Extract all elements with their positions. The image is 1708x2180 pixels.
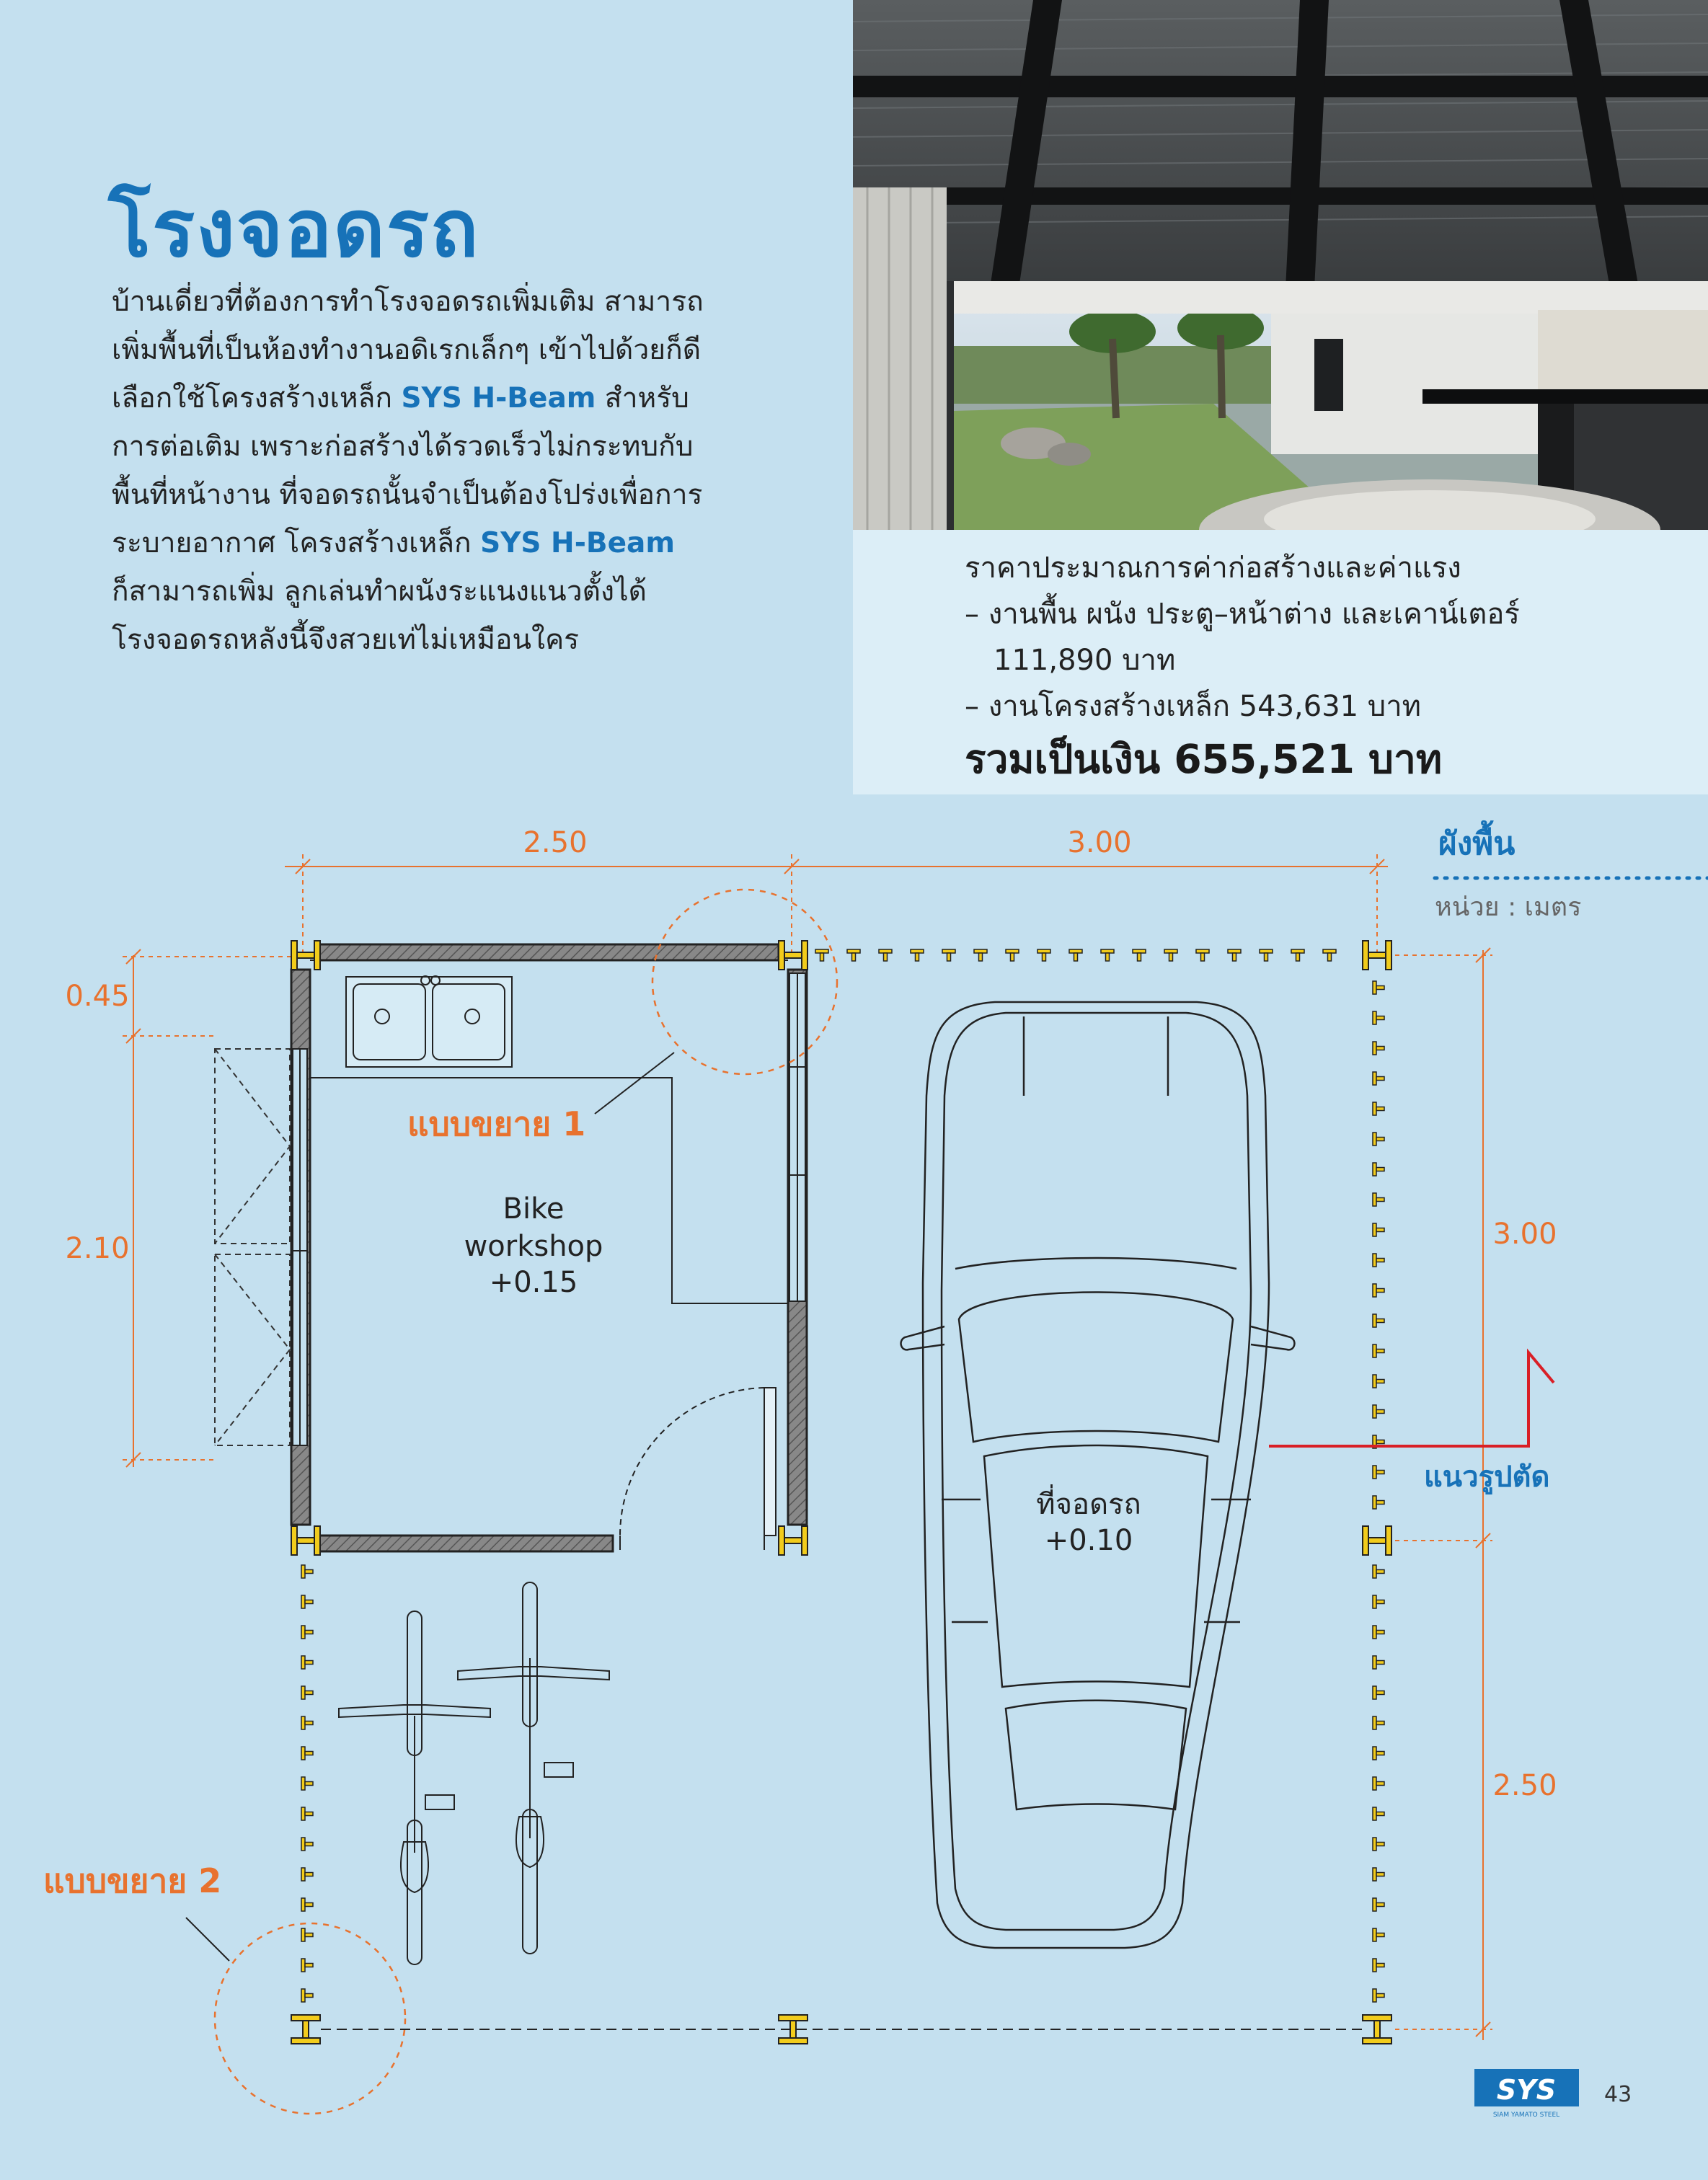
page-number: 43 (1604, 2082, 1632, 2107)
intro-line (112, 374, 833, 422)
slat (1373, 1011, 1384, 1024)
slat (1373, 1777, 1384, 1790)
section-line-label: แนวรูปตัด (1424, 1461, 1550, 1494)
slat (1373, 1686, 1384, 1699)
slat (1373, 1193, 1384, 1206)
slat (301, 1656, 313, 1669)
detail-1-label: แบบขยาย 1 (407, 1104, 586, 1143)
slat (815, 949, 828, 961)
slat (1373, 1928, 1384, 1941)
section-line-marker (1269, 1352, 1554, 1446)
slat (1196, 949, 1209, 961)
price-item-1: – งานพื้น ผนัง ประตู–หน้าต่าง และเคาน์เตอร์ (965, 598, 1520, 631)
slat (1373, 1959, 1384, 1972)
workshop-door (620, 1388, 776, 1550)
folding-shutters (215, 1049, 290, 1445)
slat (1260, 949, 1273, 961)
slat (879, 949, 892, 961)
detail-2-label: แบบขยาย 2 (43, 1861, 222, 1900)
slat (1373, 1284, 1384, 1297)
parking-name: ที่จอดรถ (1036, 1488, 1141, 1521)
intro-segment: เพิ่มพื้นที่เป็นห้องทำงานอดิเรกเล็กๆ เข้าไปด้วยก็ดี (112, 334, 702, 366)
floor-plan (0, 793, 1708, 2180)
slat (974, 949, 987, 961)
dim-right-top: 3.00 (1492, 1218, 1557, 1251)
price-box (853, 530, 1708, 794)
slat (301, 1595, 313, 1608)
slat (1164, 949, 1177, 961)
price-item-1-value: 111,890 บาท (994, 644, 1176, 677)
slat (1373, 1716, 1384, 1729)
plan-unit: หน่วย : เมตร (1435, 892, 1582, 922)
slat (1291, 949, 1304, 961)
slat (1323, 949, 1336, 961)
room-level: +0.15 (489, 1266, 578, 1299)
price-total: รวมเป็นเงิน 655,521 บาท (965, 736, 1443, 782)
right-windows (789, 973, 805, 1301)
slat (1373, 1747, 1384, 1760)
dim-right-bottom: 2.50 (1492, 1769, 1557, 1802)
room-name-line2: workshop (464, 1230, 603, 1263)
slat (1373, 1102, 1384, 1115)
slat (1373, 1042, 1384, 1055)
slat (911, 949, 924, 961)
slat (1373, 1223, 1384, 1236)
logo-subtext: SIAM YAMATO STEEL (1492, 2112, 1560, 2119)
intro-line (112, 519, 833, 567)
intro-segment: บ้านเดี่ยวที่ต้องการทำโรงจอดรถเพิ่มเติม สามารถ (112, 285, 704, 318)
slat (942, 949, 955, 961)
intro-segment: ระบายอากาศ โครงสร้างเหล็ก (112, 527, 481, 559)
bicycle-1 (339, 1611, 490, 1964)
slat (1373, 1898, 1384, 1911)
slat (1373, 1466, 1384, 1479)
slat (1373, 1254, 1384, 1267)
slat (1373, 1133, 1384, 1146)
dim-top-right: 3.00 (1067, 826, 1132, 859)
left-windows (293, 1049, 307, 1445)
page-title: โรงจอดรถ (108, 182, 480, 275)
slat (1373, 1807, 1384, 1820)
dimension-right (1395, 948, 1492, 2040)
intro-segment: พื้นที่หน้างาน ที่จอดรถนั้นจำเป็นต้องโปร่งเพื่อการ (112, 479, 703, 511)
slat (1373, 1314, 1384, 1327)
slat (1373, 1163, 1384, 1176)
slat (301, 1928, 313, 1941)
car-drawing (901, 1002, 1295, 1948)
intro-segment: ก็สามารถเพิ่ม ลูกเล่นทำผนังระแนงแนวตั้งได้ (112, 575, 647, 608)
intro-line (112, 567, 833, 616)
slat (1006, 949, 1019, 961)
bicycle-2 (458, 1582, 609, 1954)
garage-photo (853, 0, 1708, 530)
intro-line (112, 326, 833, 374)
slat (301, 1777, 313, 1790)
sys-logo (1474, 2069, 1579, 2119)
slat (1373, 1405, 1384, 1418)
slat (1373, 981, 1384, 994)
slat (847, 949, 860, 961)
slat (1373, 1595, 1384, 1608)
intro-line (112, 471, 833, 519)
brand-highlight: SYS H-Beam (480, 527, 676, 559)
logo-text: SYS (1496, 2074, 1557, 2106)
slat (301, 1747, 313, 1760)
intro-segment: สำหรับ (596, 382, 689, 415)
slat (301, 1716, 313, 1729)
slat (1373, 1072, 1384, 1085)
slat (1373, 1565, 1384, 1578)
slat (1133, 949, 1146, 961)
slat (301, 1686, 313, 1699)
price-item-2: – งานโครงสร้างเหล็ก 543,631 บาท (965, 690, 1422, 723)
slat (301, 1807, 313, 1820)
slat (301, 1959, 313, 1972)
parking-level: +0.10 (1044, 1524, 1133, 1557)
detail-1-leader (595, 1053, 674, 1114)
intro-segment: โรงจอดรถหลังนี้จึงสวยเท่ไม่เหมือนใคร (112, 624, 580, 656)
slat (1373, 1838, 1384, 1851)
intro-segment: การต่อเติม เพราะก่อสร้างได้รวดเร็วไม่กระทบกับ (112, 430, 694, 463)
slat (1069, 949, 1082, 961)
slat (1037, 949, 1050, 961)
room-name-line1: Bike (503, 1192, 565, 1226)
intro-text (112, 278, 833, 664)
dim-top-left: 2.50 (523, 826, 588, 859)
dim-left-top: 0.45 (65, 980, 130, 1013)
slat (1373, 1375, 1384, 1388)
slat (1373, 1626, 1384, 1639)
intro-line (112, 278, 833, 326)
dimension-left (123, 949, 292, 1467)
slat (1373, 1496, 1384, 1509)
price-heading: ราคาประมาณการค่าก่อสร้างและค่าแรง (965, 551, 1461, 585)
slat (301, 1898, 313, 1911)
slat (1373, 1344, 1384, 1357)
brand-highlight: SYS H-Beam (401, 382, 596, 415)
slat (301, 1838, 313, 1851)
plan-title: ผังพื้น (1438, 825, 1515, 862)
slat (1373, 1656, 1384, 1669)
slat (1101, 949, 1114, 961)
slat (1373, 1989, 1384, 2002)
slat (1228, 949, 1241, 961)
intro-line (112, 616, 833, 664)
dim-left-mid: 2.10 (65, 1232, 130, 1265)
dimension-top (285, 854, 1388, 959)
slat (301, 1868, 313, 1881)
slat (301, 1565, 313, 1578)
intro-line (112, 422, 833, 471)
slat (1373, 1868, 1384, 1881)
detail-2-leader (186, 1918, 229, 1961)
intro-segment: เลือกใช้โครงสร้างเหล็ก (112, 382, 402, 415)
slat (301, 1989, 313, 2002)
detail-1-circle (652, 890, 837, 1074)
slat (301, 1626, 313, 1639)
